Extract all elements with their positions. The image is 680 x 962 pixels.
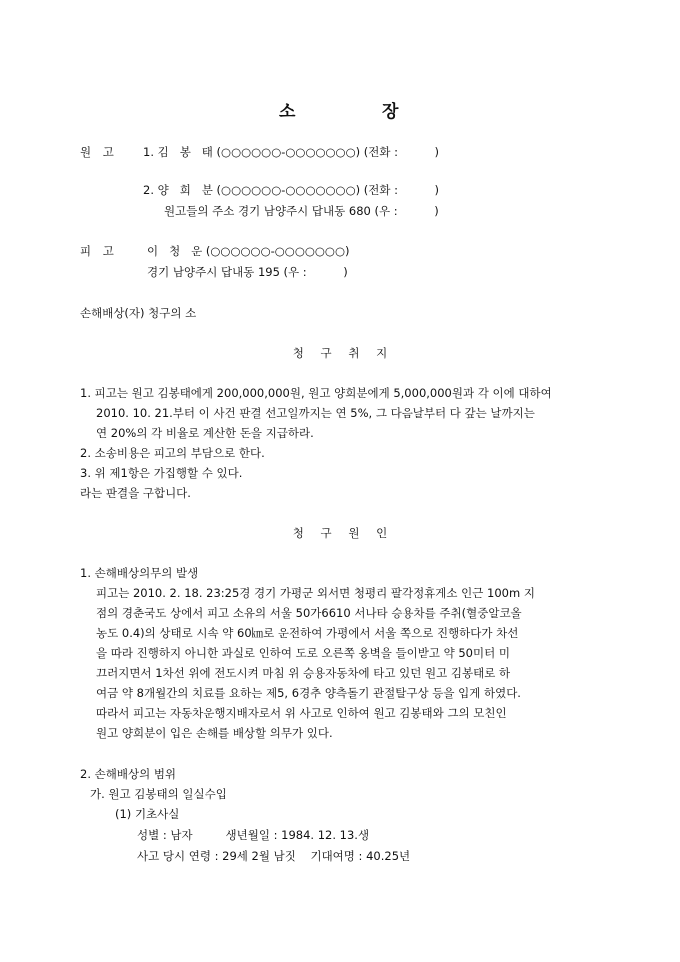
section-1-line-2: 점의 경춘국도 상에서 피고 소유의 서울 50가6610 서나타 승용차를 주취(혈중알코올 bbox=[96, 606, 522, 620]
claim-2: 2. 소송비용은 피고의 부담으로 한다. bbox=[80, 446, 265, 460]
section-2-subtitle: 가. 원고 김봉태의 일실수입 bbox=[90, 787, 227, 801]
claim-1-line-1: 1. 피고는 원고 김봉태에게 200,000,000원, 원고 양희분에게 5,000,000원과 각 이에 대하여 bbox=[80, 386, 552, 400]
plaintiff-2: 2. 양 희 분 (○○○○○○-○○○○○○○) (전화 : ) bbox=[143, 183, 440, 197]
plaintiff-1: 1. 김 봉 태 (○○○○○○-○○○○○○○) (전화 : ) bbox=[143, 145, 440, 159]
claim-heading: 청 구 취 지 bbox=[292, 346, 388, 360]
claim-1-line-3: 연 20%의 각 비율로 계산한 돈을 지급하라. bbox=[96, 426, 314, 440]
section-1-line-4: 을 따라 진행하지 아니한 과실로 인하여 도로 오른쪽 옹벽을 들이받고 약 50미터 미 bbox=[96, 646, 510, 660]
section-1-line-8: 원고 양희분이 입은 손해를 배상할 의무가 있다. bbox=[96, 726, 333, 740]
section-2-title: 2. 손해배상의 범위 bbox=[80, 767, 177, 781]
section-1-line-3: 농도 0.4)의 상태로 시속 약 60㎞로 운전하여 가평에서 서울 쪽으로 진행하다가 차선 bbox=[96, 626, 519, 640]
basic-facts-line-2: 사고 당시 연령 : 29세 2월 남짓 기대여명 : 40.25년 bbox=[137, 849, 411, 863]
title-char-2: 장 bbox=[382, 102, 399, 122]
section-1-line-6: 여금 약 8개월간의 치료를 요하는 제5, 6경추 양측돌기 관절탈구상 등을 입게 하였다. bbox=[96, 686, 521, 700]
document-title bbox=[0, 97, 680, 122]
section-1-line-1: 피고는 2010. 2. 18. 23:25경 경기 가평군 외서면 청평리 팔각정휴게소 인근 100m 지 bbox=[96, 586, 535, 600]
claim-closing: 라는 판결을 구합니다. bbox=[80, 486, 191, 500]
section-1-line-7: 따라서 피고는 자동차운행지배자로서 위 사고로 인하여 원고 김봉태와 그의 모친인 bbox=[96, 706, 507, 720]
plaintiff-label: 원 고 bbox=[80, 145, 114, 159]
basic-facts-line-1: 성별 : 남자 생년월일 : 1984. 12. 13.생 bbox=[137, 828, 370, 842]
section-1-line-5: 끄러지면서 1차선 위에 전도시켜 마침 위 승용자동차에 타고 있던 원고 김봉태로 하 bbox=[96, 666, 511, 680]
section-1-title: 1. 손해배상의무의 발생 bbox=[80, 566, 199, 580]
defendant-address: 경기 남양주시 답내동 195 (우 : ) bbox=[147, 265, 348, 279]
defendant-name: 이 청 운 (○○○○○○-○○○○○○○) bbox=[147, 244, 350, 258]
claim-1-line-2: 2010. 10. 21.부터 이 사건 판결 선고일까지는 연 5%, 그 다음날부터 다 갚는 날까지는 bbox=[96, 406, 535, 420]
plaintiff-address: 원고들의 주소 경기 남양주시 답내동 680 (우 : ) bbox=[164, 204, 439, 218]
title-char-1: 소 bbox=[279, 102, 296, 122]
case-name: 손해배상(자) 청구의 소 bbox=[80, 306, 197, 320]
section-2-item: (1) 기초사실 bbox=[115, 807, 180, 821]
defendant-label: 피 고 bbox=[80, 244, 114, 258]
claim-3: 3. 위 제1항은 가집행할 수 있다. bbox=[80, 466, 243, 480]
cause-heading: 청 구 원 인 bbox=[292, 526, 388, 540]
